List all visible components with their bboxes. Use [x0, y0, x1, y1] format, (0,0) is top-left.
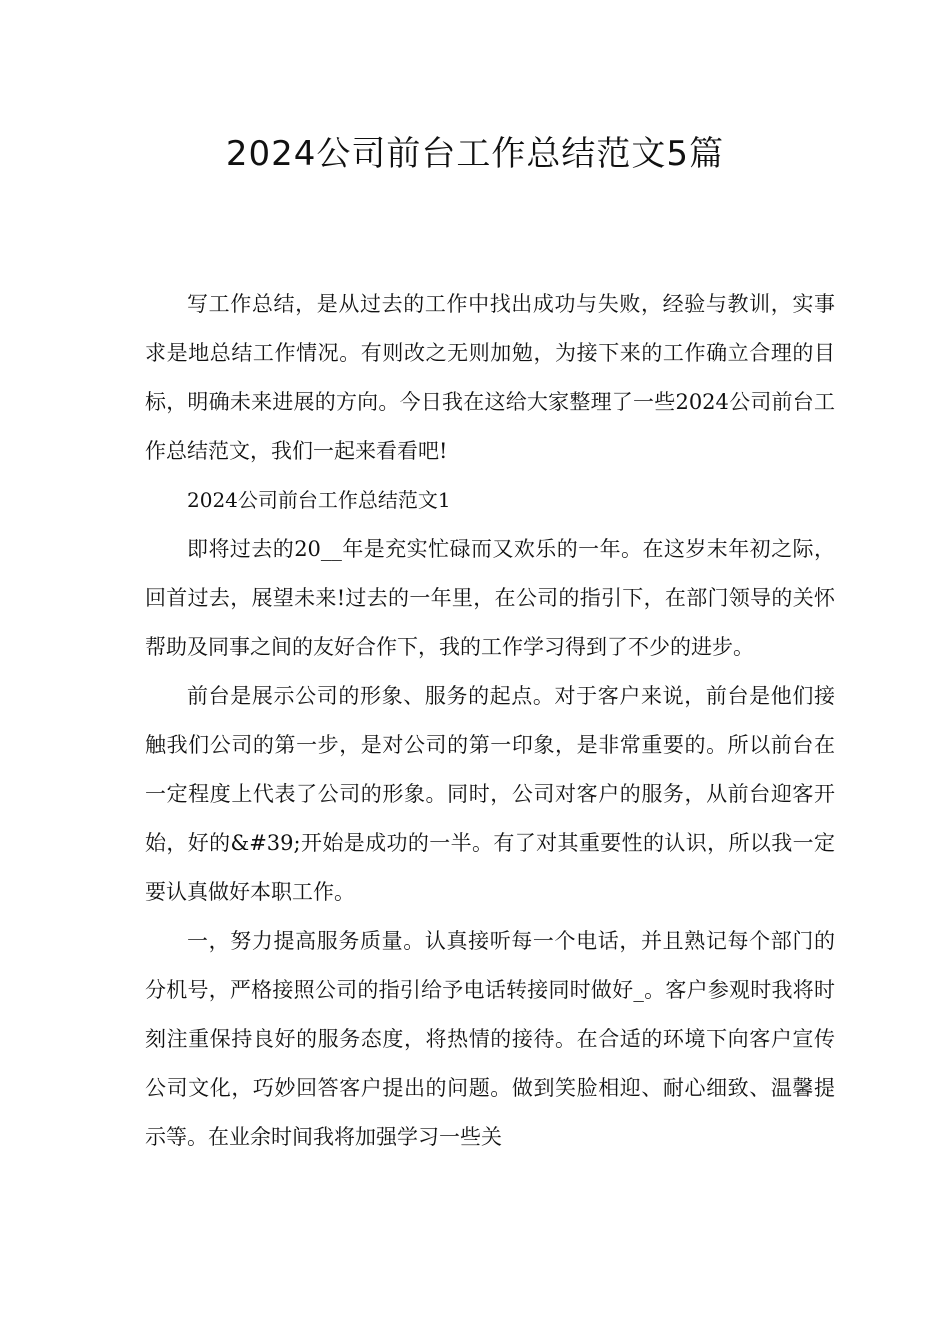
body-paragraph-3: 一，努力提高服务质量。认真接听每一个电话，并且熟记每个部门的分机号，严格接照公司的指引给予电话转接同时做好_。客户参观时我将时刻注重保持良好的服务态度，将热情的接待。在合适的环境下向客户宣传公司文化，巧妙回答客户提出的问题。做到笑脸相迎、耐心细致、温馨提示等。在业余时间我将加强学习一些关: [145, 929, 835, 1149]
intro-paragraph: 写工作总结，是从过去的工作中找出成功与失败，经验与教训，实事求是地总结工作情况。有则改之无则加勉，为接下来的工作确立合理的目标，明确未来进展的方向。今日我在这给大家整理了一些2024公司前台工作总结范文，我们一起来看看吧!: [145, 292, 835, 463]
document-body: [145, 280, 835, 1162]
section-heading: 2024公司前台工作总结范文1: [187, 488, 451, 512]
body-paragraph-2: 前台是展示公司的形象、服务的起点。对于客户来说，前台是他们接触我们公司的第一步，是对公司的第一印象，是非常重要的。所以前台在一定程度上代表了公司的形象。同时，公司对客户的服务，从前台迎客开始，好的&#39;开始是成功的一半。有了对其重要性的认识，所以我一定要认真做好本职工作。: [145, 684, 835, 904]
document-title: 2024公司前台工作总结范文5篇: [225, 134, 725, 174]
body-paragraph-1: 即将过去的20__年是充实忙碌而又欢乐的一年。在这岁末年初之际，回首过去，展望未来!过去的一年里，在公司的指引下，在部门领导的关怀帮助及同事之间的友好合作下，我的工作学习得到了不少的进步。: [145, 537, 835, 659]
